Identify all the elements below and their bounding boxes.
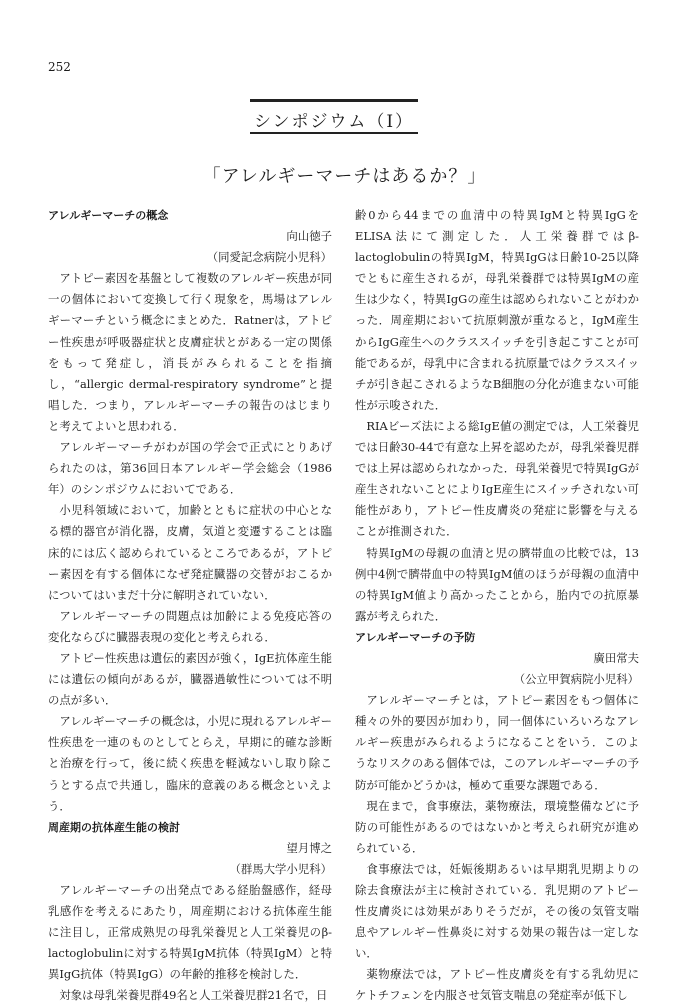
body-paragraph: 特異IgMの母親の血清と児の臍帯血の比較では，13例中4例で臍帯血中の特異IgM値のほうが母親の血清中の特異IgM値より高かったことから，胎内での抗原暴露が考えられた．: [355, 545, 639, 623]
page-number: 252: [48, 60, 71, 74]
title-rule-top: [250, 99, 418, 102]
left-column: [48, 205, 332, 1007]
body-paragraph: 食事療法では，妊娠後期あるいは早期乳児期よりの除去食療法が主に検討されている．乳児期のアトピー性皮膚炎には効果がありそうだが，その後の気管支喘息やアレルギー性鼻炎に対する効果の報告は一定しない．: [355, 861, 639, 961]
section-affiliation: （公立甲賀病院小児科）: [513, 672, 639, 687]
body-paragraph: アトピー性疾患は遺伝的素因が強く，IgE抗体産生能には遺伝の傾向があるが，臓器過敏性については不明の点が多い．: [48, 650, 332, 708]
section-affiliation: （同愛記念病院小児科）: [206, 250, 332, 265]
body-paragraph: アレルギーマーチの問題点は加齢による免疫応答の変化ならびに臓器表現の変化と考えられる．: [48, 608, 332, 644]
main-title: 「アレルギーマーチはあるか？」: [202, 166, 487, 187]
section-author: 向山徳子: [286, 229, 332, 244]
body-paragraph: 小児科領域において，加齢とともに症状の中心となる標的器官が消化器，皮膚，気道と変遷することは臨床的には広く認められているところであるが，アトピー素因を有する個体になぜ発症臓器の交替がおこるかについてはいまだ十分に解明されていない．: [48, 503, 332, 602]
section-heading: アレルギーマーチの概念: [48, 209, 169, 222]
right-column: [355, 205, 639, 1007]
section-affiliation: （群馬大学小児科）: [229, 861, 332, 876]
symposium-title: シンポジウム（I）: [253, 112, 415, 132]
body-paragraph: アレルギーマーチがわが国の学会で正式にとりあげられたのは，第36回日本アレルギー学会総会（1986年）のシンポジウムにおいてである．: [48, 440, 332, 497]
body-paragraph: アトピー素因を基盤として複数のアレルギー疾患が同一の個体において変換して行く現象を，馬場はアレルギーマーチという概念にまとめた．Ratnerは，アトピー性疾患が呼吸器症状と皮膚症状とがある一定の関係をもって発症し，消長がみられることを指摘し，“allergic dermal-respiratory syndrome”と提唱した．つまり，アレルギーマーチの報告のはじまりと考えてよいと思われる．: [48, 271, 332, 433]
section-heading: 周産期の抗体産生能の検討: [48, 820, 180, 834]
section-author: 望月博之: [286, 840, 332, 855]
body-paragraph: 齢0から44までの血清中の特異IgMと特異IgGをELISA法にて測定した．人工栄養群ではβ-lactoglobulinの特異IgM，特異IgGは日齢10-25以降でともに産生されるが，母乳栄養群では特異IgMの産生は少なく，特異IgGの産生は認められないことがわかった．周産期において抗原刺激が重なると，IgM産生からIgG産生へのクラススイッチを引き起こすことが可能であるが，母乳中に含まれる抗原量ではクラススイッチが引き起こされるようなB細胞の分化が進まない可能性が示唆された．: [355, 208, 639, 412]
body-paragraph: 対象は母乳栄養児群49名と人工栄養児群21名で，日: [59, 988, 328, 1003]
body-paragraph: 薬物療法では，アトピー性皮膚炎を有する乳幼児にケトチフェンを内服させ気管支喘息の発症率が低下し: [355, 967, 639, 1003]
body-paragraph: RIAビーズ法による総IgE値の測定では，人工栄養児では日齢30-44で有意な上昇を認めたが，母乳栄養児群では上昇は認められなかった．母乳栄養児で特異IgGが産生されないことによりIgE産生にスイッチされない可能性があり，アトピー性皮膚炎の発症に影響を与えることが推測された．: [355, 418, 639, 539]
body-paragraph: アレルギーマーチの概念は，小児に現れるアレルギー性疾患を一連のものとしてとらえ，早期に的確な診断と治療を行って，後に続く疾患を軽減ないし取り除こうとする点で共通し，臨床的意義のある概念といえよう．: [48, 714, 332, 813]
body-paragraph: 現在まで，食事療法，薬物療法，環境整備などに予防の可能性があるのではないかと考えられ研究が進められている．: [355, 798, 639, 855]
section-heading: アレルギーマーチの予防: [355, 630, 476, 644]
section-author: 廣田常夫: [593, 650, 639, 665]
body-paragraph: アレルギーマーチの出発点である経胎盤感作，経母乳感作を考えるにあたり，周産期における抗体産生能に注目し，正常成熟児の母乳栄養児と人工栄養児のβ-lactoglobulinに対する特異IgM抗体（特異IgM）と特異IgG抗体（特異IgG）の年齢的推移を検討した．: [48, 883, 332, 982]
body-paragraph: アレルギーマーチとは，アトピー素因をもつ個体に種々の外的要因が加わり，同一個体にいろいろなアレルギー疾患がみられるようになることをいう．このようなリスクのある個体では，このアレルギーマーチの予防が可能かどうかは，極めて重要な課題である．: [355, 693, 639, 792]
title-rule-bottom: [250, 132, 418, 134]
